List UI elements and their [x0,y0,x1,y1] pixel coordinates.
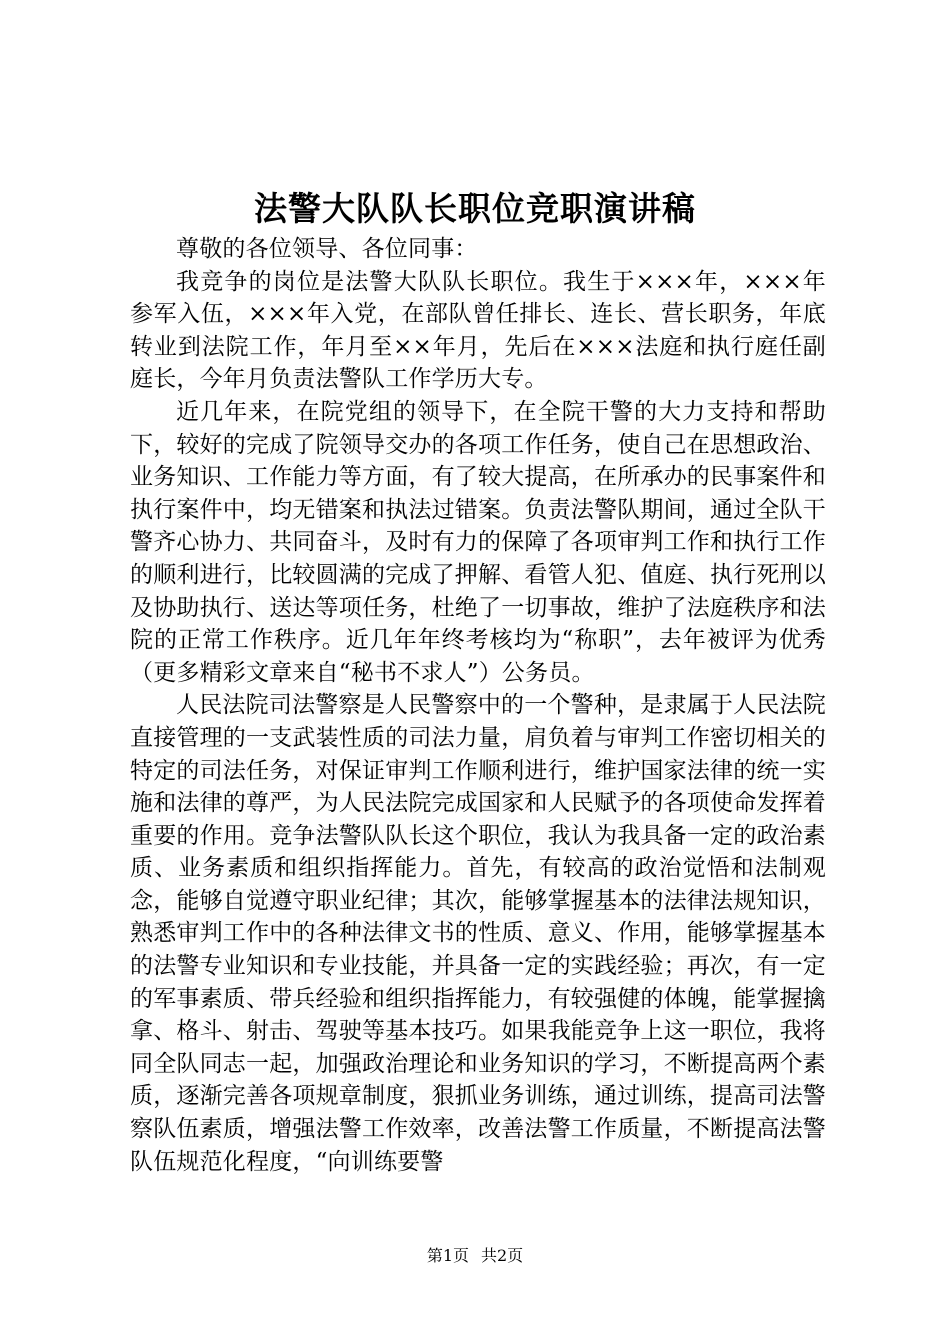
page-footer [0,1246,950,1266]
body-paragraph-2: 近几年来，在院党组的领导下，在全院干警的大力支持和帮助下，较好的完成了院领导交办的各项工作任务，使自己在思想政治、业务知识、工作能力等方面，有了较大提高，在所承办的民事案件和执行案件中，均无错案和执法过错案。负责法警队期间，通过全队干警齐心协力、共同奋斗，及时有力的保障了各项审判工作和执行工作的顺利进行，比较圆满的完成了押解、看管人犯、值庭、执行死刑以及协助执行、送达等项任务，杜绝了一切事故，维护了法庭秩序和法院的正常工作秩序。近几年年终考核均为“称职”，去年被评为优秀（更多精彩文章来自“秘书不求人”）公务员。 [130,398,826,686]
body-paragraph-3: 人民法院司法警察是人民警察中的一个警种，是隶属于人民法院直接管理的一支武装性质的司法力量，肩负着与审判工作密切相关的特定的司法任务，对保证审判工作顺利进行，维护国家法律的统一实施和法律的尊严，为人民法院完成国家和人民赋予的各项使命发挥着重要的作用。竞争法警队队长这个职位，我认为我具备一定的政治素质、业务素质和组织指挥能力。首先，有较高的政治觉悟和法制观念，能够自觉遵守职业纪律；其次，能够掌握基本的法律法规知识，熟悉审判工作中的各种法律文书的性质、意义、作用，能够掌握基本的法警专业知识和专业技能，并具备一定的实践经验；再次，有一定的军事素质、带兵经验和组织指挥能力，有较强健的体魄，能掌握擒拿、格斗、射击、驾驶等基本技巧。如果我能竞争上这一职位，我将同全队同志一起，加强政治理论和业务知识的学习，不断提高两个素质，逐渐完善各项规章制度，狠抓业务训练，通过训练，提高司法警察队伍素质，增强法警工作效率，改善法警工作质量，不断提高法警队伍规范化程度，“向训练要警 [130,692,826,1175]
page-number: 第1页 [426,1246,469,1265]
document-body [130,233,826,1178]
salutation-paragraph: 尊敬的各位领导、各位同事： [176,236,478,262]
document-title: 法警大队队长职位竞职演讲稿 [254,189,696,228]
page-total: 共2页 [481,1246,524,1265]
body-paragraph-1: 我竞争的岗位是法警大队队长职位。我生于×××年，×××年参军入伍，×××年入党，在部队曾任排长、连长、营长职务，年底转业到法院工作，年月至××年月，先后在×××法庭和执行庭任副庭长，今年月负责法警队工作学历大专。 [130,268,826,393]
